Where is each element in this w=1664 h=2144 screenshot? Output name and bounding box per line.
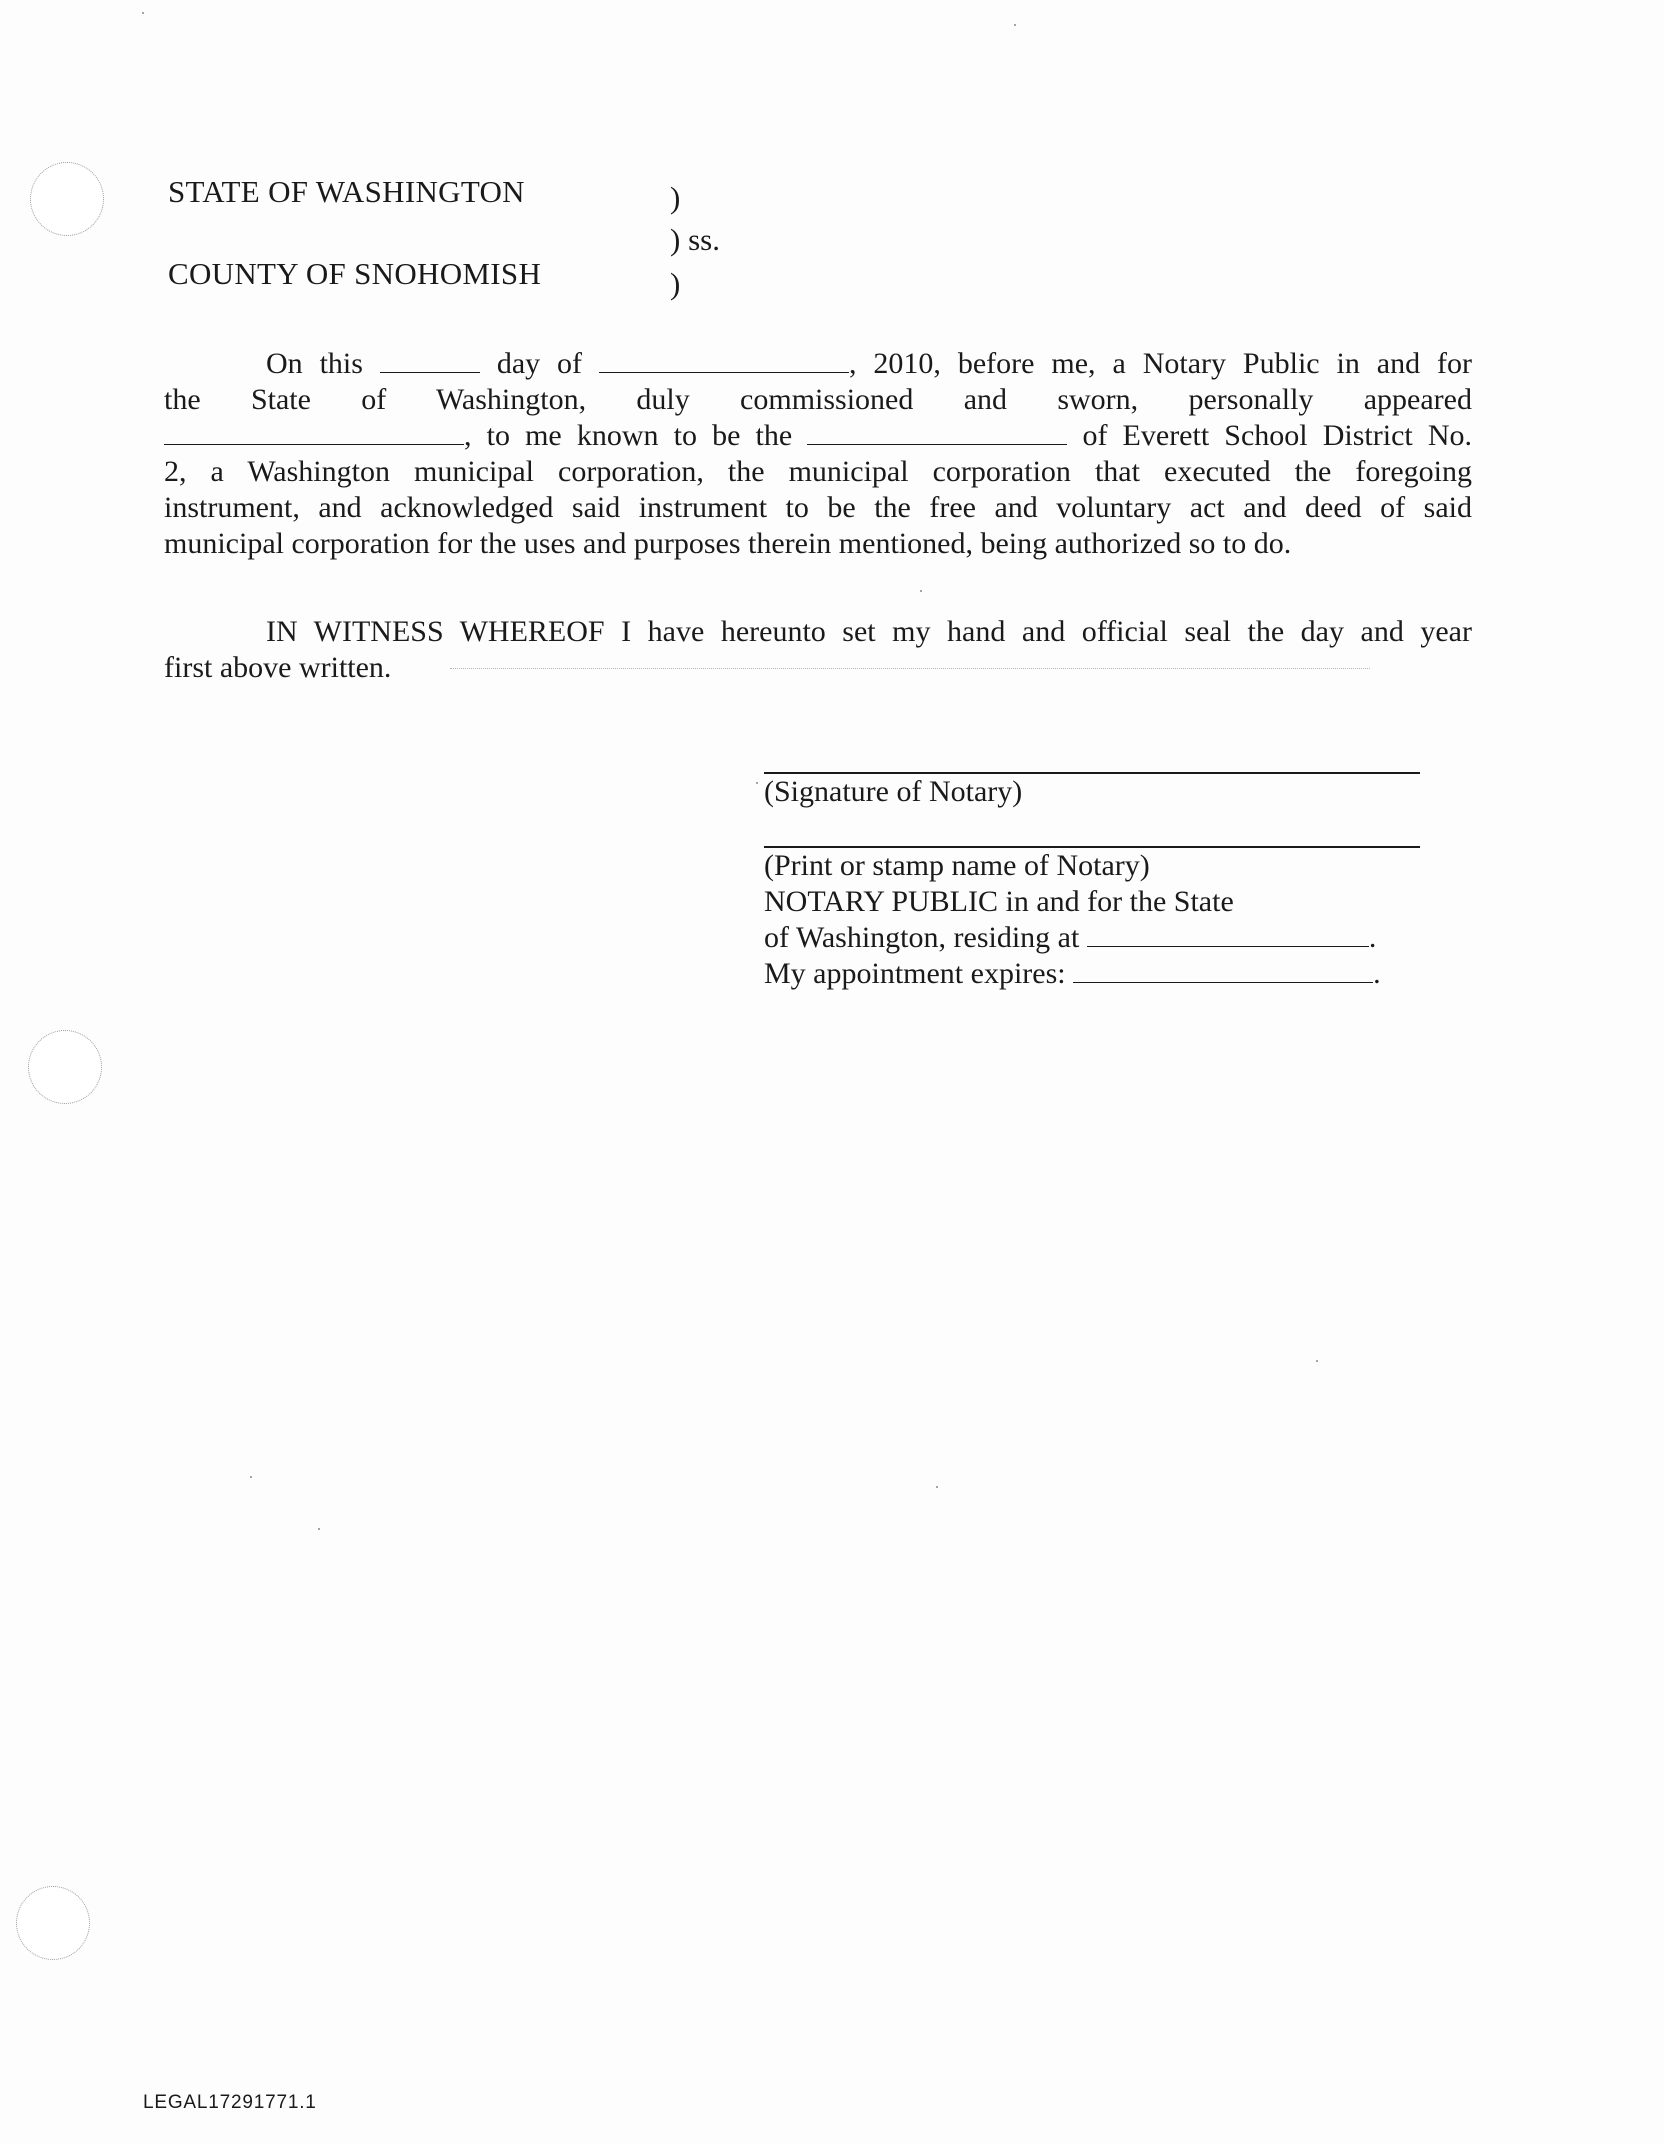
ack-day-of: day of xyxy=(496,347,583,380)
scan-speck xyxy=(142,12,144,14)
ack-line-6: municipal corporation for the uses and purposes therein mentioned, being authorized so to do. xyxy=(164,527,1292,560)
scan-speck xyxy=(920,590,922,592)
acknowledgment-paragraph xyxy=(164,346,1472,562)
scan-speck xyxy=(756,782,758,784)
county-caption: COUNTY OF SNOHOMISH xyxy=(168,256,542,291)
ack-line-3 xyxy=(164,418,1472,454)
scan-speck xyxy=(936,1486,938,1488)
ack-line-1 xyxy=(164,346,1472,382)
ack-line-2: the State of Washington, duly commissioned and sworn, personally appeared xyxy=(164,383,1472,416)
scan-speck xyxy=(318,1528,320,1530)
punch-hole-middle xyxy=(28,1030,102,1104)
notary-residing-label: of Washington, residing at xyxy=(764,921,1080,954)
caption-paren-bottom: ) xyxy=(670,266,681,301)
ack-on-this: On this xyxy=(266,347,363,380)
witness-line-2: first above written. xyxy=(164,651,392,684)
scan-speck xyxy=(250,1476,252,1478)
scan-speck xyxy=(1316,1360,1318,1362)
scan-dotted-trail xyxy=(450,668,1370,669)
day-blank[interactable] xyxy=(380,348,480,373)
state-caption: STATE OF WASHINGTON xyxy=(168,174,525,209)
notary-appointment-row xyxy=(764,956,1381,991)
scan-speck xyxy=(1014,24,1016,26)
document-id-footer: LEGAL17291771.1 xyxy=(143,2092,317,2113)
notary-title-line: NOTARY PUBLIC in and for the State xyxy=(764,885,1234,918)
appointment-expires-blank[interactable] xyxy=(1073,958,1373,983)
witness-line-1: IN WITNESS WHEREOF I have hereunto set my hand and official seal the day and year xyxy=(266,615,1472,648)
notary-appointment-label: My appointment expires: xyxy=(764,957,1066,990)
punch-hole-top xyxy=(30,162,104,236)
witness-paragraph xyxy=(164,614,1472,686)
ack-year-clause: , 2010, before me, a Notary Public in and for xyxy=(848,347,1473,380)
ack-known-to-be: , to me known to be the xyxy=(464,419,793,452)
notary-signature-caption: (Signature of Notary) xyxy=(764,775,1023,808)
ack-line-5: instrument, and acknowledged said instrument to be the free and voluntary act and deed of said xyxy=(164,491,1472,524)
punch-hole-bottom xyxy=(16,1886,90,1960)
residing-period: . xyxy=(1368,921,1377,954)
ack-district: of Everett School District No. xyxy=(1082,419,1473,452)
residing-at-blank[interactable] xyxy=(1087,922,1369,947)
notary-residing-row xyxy=(764,920,1376,955)
notary-print-caption: (Print or stamp name of Notary) xyxy=(764,849,1150,882)
caption-paren-top: ) xyxy=(670,180,681,215)
month-blank[interactable] xyxy=(599,348,849,373)
appointment-period: . xyxy=(1373,957,1381,990)
ack-line-4: 2, a Washington municipal corporation, the municipal corporation that executed the foregoing xyxy=(164,455,1472,488)
signer-name-blank[interactable] xyxy=(164,420,464,445)
signer-title-blank[interactable] xyxy=(807,420,1067,445)
caption-paren-ss: ) ss. xyxy=(670,222,720,257)
